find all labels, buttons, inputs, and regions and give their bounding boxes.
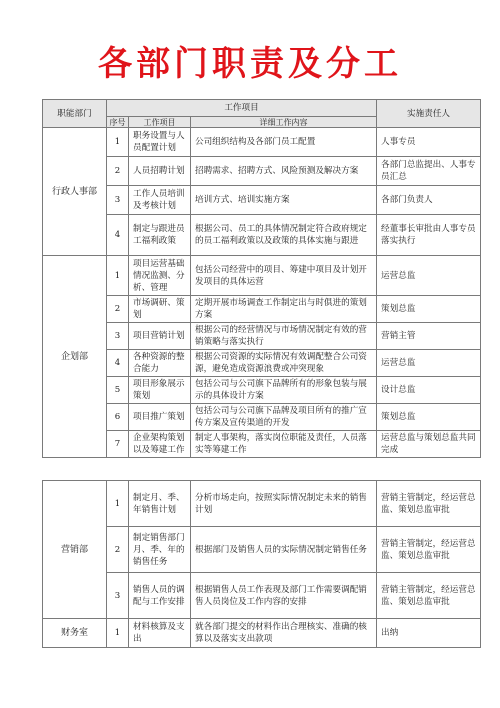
- row-item: 工作人员培训及考核计划: [129, 186, 191, 215]
- row-number: 2: [107, 527, 129, 573]
- table-row: [43, 573, 481, 619]
- row-number: 7: [107, 431, 129, 458]
- dept-cell: 财务室: [43, 619, 107, 648]
- row-item: 销售人员的调配与工作安排: [129, 573, 191, 619]
- row-number: 4: [107, 350, 129, 377]
- row-number: 1: [107, 481, 129, 527]
- row-item: 项目形象展示策划: [129, 377, 191, 404]
- row-person: 经董事长审批由人事专员落实执行: [377, 215, 481, 256]
- dept-cell: 行政人事部: [43, 128, 107, 256]
- row-detail: 包括公司与公司旗下品牌及项目所有的推广宣传方案及宣传渠道的开发: [191, 404, 377, 431]
- row-detail: 根据公司的经营情况与市场情况制定有效的营销策略与落实执行: [191, 323, 377, 350]
- row-detail: 包括公司与公司旗下品牌所有的形象包装与展示的具体设计方案: [191, 377, 377, 404]
- row-item: 项目营销计划: [129, 323, 191, 350]
- header-work-items: 工作项目: [107, 100, 377, 117]
- row-number: 1: [107, 128, 129, 157]
- responsibility-table-continued: [42, 480, 481, 648]
- row-detail: 就各部门提交的材料作出合理核实、准确的核算以及落实支出款项: [191, 619, 377, 648]
- table-row: [43, 323, 481, 350]
- row-item: 企业架构策划以及筹建工作: [129, 431, 191, 458]
- row-item: 制定月、季、年销售计划: [129, 481, 191, 527]
- row-detail: 根据部门及销售人员的实际情况制定销售任务: [191, 527, 377, 573]
- table-row: [43, 157, 481, 186]
- table-row: [43, 377, 481, 404]
- page-title: 各部门职责及分工: [98, 44, 402, 84]
- row-person: 营销主管制定，经运营总监、策划总监审批: [377, 481, 481, 527]
- dept-cell: 营销部: [43, 481, 107, 619]
- row-number: 3: [107, 323, 129, 350]
- table-row: [43, 128, 481, 157]
- row-number: 1: [107, 619, 129, 648]
- header-item: 工作项目: [129, 117, 191, 128]
- row-person: 运营总监与策划总监共同完成: [377, 431, 481, 458]
- row-person: 各部门负责人: [377, 186, 481, 215]
- table-row: [43, 481, 481, 527]
- row-detail: 包括公司经营中的项目、筹建中项目及计划开发项目的具体运营: [191, 256, 377, 296]
- table-row: [43, 186, 481, 215]
- header-detail: 详细工作内容: [191, 117, 377, 128]
- row-person: 策划总监: [377, 296, 481, 323]
- row-item: 材料核算及支出: [129, 619, 191, 648]
- row-item: 市场调研、策划: [129, 296, 191, 323]
- row-detail: 招聘需求、招聘方式、风险预测及解决方案: [191, 157, 377, 186]
- table-row: [43, 404, 481, 431]
- table-row: [43, 619, 481, 648]
- row-number: 3: [107, 573, 129, 619]
- row-person: 营销主管: [377, 323, 481, 350]
- responsibility-table: [42, 99, 481, 458]
- table-row: [43, 215, 481, 256]
- row-number: 6: [107, 404, 129, 431]
- row-number: 5: [107, 377, 129, 404]
- row-detail: 制定人事架构，落实岗位职能及责任，人员落实等筹建工作: [191, 431, 377, 458]
- row-person: 营销主管制定，经运营总监、策划总监审批: [377, 573, 481, 619]
- header-dept: 职能部门: [43, 100, 107, 128]
- row-detail: 培训方式、培训实施方案: [191, 186, 377, 215]
- row-item: 项目运营基础情况监测、分析、管理: [129, 256, 191, 296]
- row-number: 2: [107, 157, 129, 186]
- row-number: 1: [107, 256, 129, 296]
- table-row: [43, 296, 481, 323]
- row-person: 运营总监: [377, 350, 481, 377]
- row-detail: 定期开展市场调查工作制定出与时俱进的策划方案: [191, 296, 377, 323]
- row-item: 职务设置与人员配置计划: [129, 128, 191, 157]
- row-person: 策划总监: [377, 404, 481, 431]
- row-detail: 根据销售人员工作表现及部门工作需要调配销售人员岗位及工作内容的安排: [191, 573, 377, 619]
- row-person: 运营总监: [377, 256, 481, 296]
- row-person: 营销主管制定，经运营总监、策划总监审批: [377, 527, 481, 573]
- row-person: 人事专员: [377, 128, 481, 157]
- row-person: 出纳: [377, 619, 481, 648]
- row-item: 项目推广策划: [129, 404, 191, 431]
- row-number: 2: [107, 296, 129, 323]
- dept-cell: 企划部: [43, 256, 107, 458]
- table-row: [43, 256, 481, 296]
- header-responsible: 实施责任人: [377, 100, 481, 128]
- table-row: [43, 527, 481, 573]
- row-detail: 根据公司、员工的具体情况制定符合政府规定的员工福利政策以及政策的具体实施与跟进: [191, 215, 377, 256]
- header-seq: 序号: [107, 117, 129, 128]
- row-person: 设计总监: [377, 377, 481, 404]
- row-item: 各种资源的整合能力: [129, 350, 191, 377]
- row-detail: 根据公司资源的实际情况有效调配整合公司资源，避免造成资源浪费或冲突现象: [191, 350, 377, 377]
- row-number: 4: [107, 215, 129, 256]
- row-detail: 公司组织结构及各部门员工配置: [191, 128, 377, 157]
- row-item: 制定与跟进员工福利政策: [129, 215, 191, 256]
- row-detail: 分析市场走向，按照实际情况制定未来的销售计划: [191, 481, 377, 527]
- table-row: [43, 350, 481, 377]
- row-number: 3: [107, 186, 129, 215]
- row-item: 制定销售部门月、季、年的销售任务: [129, 527, 191, 573]
- row-item: 人员招聘计划: [129, 157, 191, 186]
- row-person: 各部门总监提出、人事专员汇总: [377, 157, 481, 186]
- table-row: [43, 431, 481, 458]
